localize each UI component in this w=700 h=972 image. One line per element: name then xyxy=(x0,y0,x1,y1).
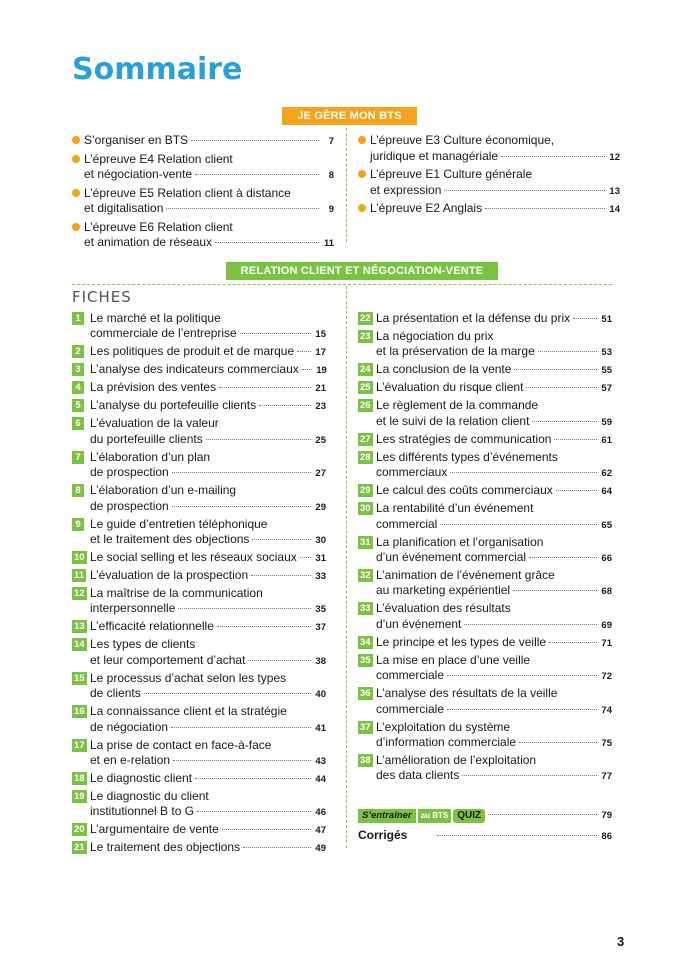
entry-text-line: commerciale de l’entreprise xyxy=(90,326,237,341)
fiche-entry[interactable] xyxy=(358,720,612,752)
entry-text-line: L’épreuve E4 Relation client xyxy=(84,151,233,166)
dot-leader xyxy=(462,775,597,776)
fiche-number: 22 xyxy=(360,313,371,324)
bullet-icon xyxy=(358,170,366,178)
entry-text-line: des data clients xyxy=(376,768,460,783)
entry-text-line: La planification et l’organisation xyxy=(376,534,544,549)
bullet-icon xyxy=(72,223,80,231)
fiche-number: 26 xyxy=(360,400,371,412)
fiche-entry[interactable] xyxy=(358,311,612,327)
dot-leader xyxy=(447,675,597,676)
page-ref: 61 xyxy=(601,434,612,446)
entry-text-line: d’information commerciale xyxy=(376,735,517,750)
dot-leader xyxy=(538,351,597,352)
fiche-number: 11 xyxy=(74,570,85,582)
bullet-icon xyxy=(72,155,80,163)
fiche-number: 5 xyxy=(72,399,84,412)
bts-entry[interactable] xyxy=(358,201,620,218)
dot-leader xyxy=(464,624,597,625)
fiche-number: 30 xyxy=(360,503,371,515)
fiche-entry[interactable] xyxy=(72,840,326,856)
fiche-number: 27 xyxy=(360,433,371,445)
fiche-number: 13 xyxy=(74,621,85,633)
entry-text-line: Le social selling et les réseaux sociaux xyxy=(90,550,297,565)
dot-leader xyxy=(252,539,311,540)
entry-text-line: La maîtrise de la communication xyxy=(90,586,263,601)
page-ref: 46 xyxy=(315,807,326,819)
entry-text-line: juridique et managériale xyxy=(370,148,499,163)
fiche-number: 9 xyxy=(72,518,84,531)
fiche-entry[interactable] xyxy=(72,550,326,566)
entry-text-line: La conclusion de la vente xyxy=(376,362,512,377)
entry-text-line: d’un événement commercial xyxy=(376,550,527,565)
dot-leader xyxy=(166,208,319,209)
page-ref: 29 xyxy=(315,501,326,513)
fiche-entry[interactable] xyxy=(72,586,326,618)
fiche-entry[interactable] xyxy=(358,398,612,430)
bullet-icon xyxy=(358,136,366,144)
page-ref: 35 xyxy=(315,604,326,616)
fiche-entry[interactable] xyxy=(72,771,326,787)
dot-leader xyxy=(526,387,597,388)
page-ref: 47 xyxy=(315,825,326,837)
fiche-number: 37 xyxy=(360,721,371,733)
fiche-number: 32 xyxy=(360,570,371,582)
entry-text-line: La présentation et la défense du prix xyxy=(376,311,571,325)
entry-text-line: L’amélioration de l’exploitation xyxy=(376,753,537,768)
dot-leader xyxy=(172,506,311,507)
fiche-entry[interactable] xyxy=(72,416,326,448)
bts-badge: au BTS xyxy=(418,809,452,823)
fiche-number: 4 xyxy=(72,381,84,394)
entry-text-line: L’épreuve E3 Culture économique, xyxy=(370,133,555,147)
fiche-number: 18 xyxy=(74,773,85,785)
entry-text-line: S’organiser en BTS xyxy=(84,133,189,147)
fiche-entry[interactable] xyxy=(72,483,326,515)
dot-leader xyxy=(554,439,597,440)
quiz-badge: QUIZ xyxy=(453,809,485,823)
fiches-left-column xyxy=(72,311,326,858)
entry-text-line: Les différents types d’événements xyxy=(376,449,558,464)
page-ref: 41 xyxy=(315,722,326,734)
fiche-entry[interactable] xyxy=(72,822,326,838)
dot-leader xyxy=(248,660,311,661)
dot-leader xyxy=(485,208,605,209)
fiche-entry[interactable] xyxy=(358,601,612,633)
page-ref: 43 xyxy=(315,756,326,768)
entry-text-line: Le principe et les types de veille xyxy=(376,634,547,649)
page-ref: 72 xyxy=(601,671,612,683)
fiche-entry[interactable] xyxy=(72,637,326,669)
page-ref: 19 xyxy=(316,365,327,377)
entry-text-line: Le règlement de la commande xyxy=(376,398,539,413)
page-ref: 57 xyxy=(601,383,612,395)
dot-leader xyxy=(240,333,311,334)
page-ref: 9 xyxy=(328,204,334,215)
fiche-number: 29 xyxy=(360,485,371,497)
entry-text-line: Le diagnostic client xyxy=(90,771,193,786)
entry-text-line: d’un événement xyxy=(376,616,462,631)
entry-text-line: L’analyse des indicateurs commerciaux xyxy=(90,362,299,377)
entry-text-line: de prospection xyxy=(90,465,169,480)
dot-leader xyxy=(222,829,311,830)
dot-leader xyxy=(297,351,311,352)
page-ref: 59 xyxy=(601,416,612,428)
training-badges xyxy=(358,809,485,823)
fiche-entry[interactable] xyxy=(72,380,326,396)
dot-leader xyxy=(488,814,597,815)
train-badge: S’entraîner xyxy=(358,809,416,823)
bts-entry[interactable] xyxy=(72,133,334,150)
dot-leader xyxy=(197,811,311,812)
page-ref: 71 xyxy=(601,637,612,649)
page-ref: 86 xyxy=(601,831,612,842)
entry-text-line: L’exploitation du système xyxy=(376,719,511,734)
entry-text-line: du portefeuille clients xyxy=(90,431,203,446)
fiche-number: 14 xyxy=(74,639,85,651)
entry-text-line: L’évaluation de la valeur xyxy=(90,416,219,431)
fiche-number: 31 xyxy=(360,536,371,548)
page-ref: 25 xyxy=(315,434,326,446)
page-ref: 75 xyxy=(601,738,612,750)
fiche-number: 3 xyxy=(72,363,84,376)
bts-entry[interactable] xyxy=(72,220,334,252)
page-ref: 51 xyxy=(601,314,612,325)
entry-text-line: interpersonnelle xyxy=(90,601,176,616)
dot-leader xyxy=(195,778,311,779)
fiche-entry[interactable] xyxy=(358,483,612,499)
entry-text-line: commercial xyxy=(376,516,438,531)
fiche-number: 7 xyxy=(72,451,84,464)
fiche-entry[interactable] xyxy=(72,568,326,584)
fiche-number: 10 xyxy=(74,552,85,564)
page-ref: 17 xyxy=(315,347,326,359)
page-ref: 12 xyxy=(609,151,620,163)
page-ref: 53 xyxy=(601,347,612,359)
fiches-right-column xyxy=(358,311,612,786)
fiche-number: 12 xyxy=(74,588,85,600)
entry-text-line: commerciale xyxy=(376,668,445,683)
page-ref: 65 xyxy=(601,519,612,531)
fiche-number: 16 xyxy=(74,706,85,718)
entry-text-line: commerciale xyxy=(376,701,445,716)
fiche-entry[interactable] xyxy=(72,517,326,549)
entry-text-line: Le diagnostic du client xyxy=(90,789,209,804)
entry-text-line: et le suivi de la relation client xyxy=(376,413,530,428)
fiche-number: 19 xyxy=(74,791,85,803)
page-ref: 13 xyxy=(609,185,620,197)
page-ref: 74 xyxy=(601,704,612,716)
page-title: Sommaire xyxy=(72,52,243,87)
fiches-label: FICHES xyxy=(72,288,132,306)
entry-text-line: La rentabilité d’un événement xyxy=(376,501,534,516)
entry-text-line: Les types de clients xyxy=(90,637,196,652)
bullet-icon xyxy=(72,189,80,197)
entry-text-line: Le marché et la politique xyxy=(90,311,221,325)
fiche-entry[interactable] xyxy=(358,686,612,718)
dot-leader xyxy=(219,387,311,388)
entry-text-line: commerciaux xyxy=(376,465,448,480)
page-ref: 69 xyxy=(601,619,612,631)
dot-leader xyxy=(171,727,311,728)
fiche-entry[interactable] xyxy=(72,450,326,482)
entry-text-line: L’efficacité relationnelle xyxy=(90,619,214,634)
page-ref: 55 xyxy=(601,365,612,377)
fiche-entry[interactable] xyxy=(72,344,326,360)
dot-leader xyxy=(144,693,311,694)
dot-leader xyxy=(444,190,605,191)
entry-text-line: L’épreuve E1 Culture générale xyxy=(370,167,533,181)
bts-left-column xyxy=(72,133,334,254)
bts-section-banner: JE GÈRE MON BTS xyxy=(282,107,417,125)
fiche-number: 24 xyxy=(360,364,371,376)
fiche-entry[interactable] xyxy=(358,450,612,482)
fiche-entry[interactable] xyxy=(358,535,612,567)
entry-text-line: La prévision des ventes xyxy=(90,380,217,395)
entry-text-line: L’élaboration d’un e-mailing xyxy=(90,483,237,498)
fiche-number: 21 xyxy=(74,842,85,854)
entry-text-line: L’argumentaire de vente xyxy=(90,822,219,837)
fiche-number: 1 xyxy=(72,312,84,325)
fiche-number: 6 xyxy=(72,417,84,430)
page-ref: 11 xyxy=(323,238,334,249)
corriges-entry[interactable] xyxy=(358,828,612,844)
bullet-icon xyxy=(72,136,80,144)
dot-leader xyxy=(549,642,597,643)
entry-text-line: institutionnel B to G xyxy=(90,804,195,819)
fiche-entry[interactable] xyxy=(72,789,326,821)
bts-right-column xyxy=(358,133,620,220)
entry-text-line: L’analyse des résultats de la veille xyxy=(376,686,558,701)
entry-text-line: L’épreuve E6 Relation client xyxy=(84,219,233,234)
entry-text-line: Le calcul des coûts commerciaux xyxy=(376,483,553,498)
fiche-entry[interactable] xyxy=(358,568,612,600)
dot-leader xyxy=(217,626,311,627)
dot-leader xyxy=(519,742,597,743)
page-ref: 14 xyxy=(609,204,620,215)
page-ref: 68 xyxy=(601,586,612,598)
dot-leader xyxy=(532,421,597,422)
page-ref: 66 xyxy=(601,553,612,565)
entry-text-line: et expression xyxy=(370,182,442,197)
bts-entry[interactable] xyxy=(72,152,334,184)
entry-text-line: Les politiques de produit et de marque xyxy=(90,344,295,359)
fiche-entry[interactable] xyxy=(358,501,612,533)
entry-text-line: L’élaboration d’un plan xyxy=(90,449,211,464)
page-ref: 37 xyxy=(315,622,326,634)
fiche-number: 34 xyxy=(360,636,371,648)
page-ref: 7 xyxy=(328,136,334,147)
dot-leader xyxy=(514,369,597,370)
relation-section-banner: RELATION CLIENT ET NÉGOCIATION-VENTE xyxy=(226,262,498,280)
fiche-entry[interactable] xyxy=(72,362,326,378)
dot-leader xyxy=(178,608,311,609)
page-ref: 23 xyxy=(315,401,326,413)
entry-text-line: de prospection xyxy=(90,498,169,513)
entry-text-line: La négociation du prix xyxy=(376,329,494,343)
fiche-entry[interactable] xyxy=(72,311,326,343)
dot-leader xyxy=(191,140,319,141)
entry-text-line: Le guide d’entretien téléphonique xyxy=(90,516,268,531)
fiches-divider xyxy=(346,286,347,848)
fiche-number: 2 xyxy=(72,345,84,358)
fiche-entry[interactable] xyxy=(358,753,612,785)
dot-leader xyxy=(172,472,311,473)
dot-leader xyxy=(206,439,311,440)
fiche-number: 23 xyxy=(360,331,371,342)
entry-text-line: et digitalisation xyxy=(84,201,164,215)
dot-leader xyxy=(450,472,597,473)
entry-text-line: La mise en place d’une veille xyxy=(376,652,531,667)
page-ref: 31 xyxy=(315,553,326,565)
fiche-entry[interactable] xyxy=(72,704,326,736)
entry-text-line: L’évaluation du risque client xyxy=(376,380,524,395)
entry-text-line: et animation de réseaux xyxy=(84,235,213,249)
dot-leader xyxy=(173,760,311,761)
fiche-number: 17 xyxy=(74,739,85,751)
fiche-entry[interactable] xyxy=(358,653,612,685)
bts-entry[interactable] xyxy=(72,186,334,218)
fiche-number: 15 xyxy=(74,672,85,684)
page-ref: 27 xyxy=(315,468,326,480)
entry-text-line: et négociation-vente xyxy=(84,167,193,181)
entry-text-line: et en e-relation xyxy=(90,753,171,768)
page-ref: 15 xyxy=(315,329,326,341)
dot-leader xyxy=(447,709,597,710)
fiche-entry[interactable] xyxy=(72,671,326,703)
fiche-entry[interactable] xyxy=(358,362,612,378)
page-ref: 21 xyxy=(315,383,326,395)
page-ref: 62 xyxy=(601,468,612,480)
dot-leader xyxy=(437,835,597,836)
page-ref: 77 xyxy=(601,771,612,783)
fiche-number: 20 xyxy=(74,824,85,836)
dot-leader xyxy=(513,590,597,591)
page-ref: 79 xyxy=(601,810,612,821)
dot-leader xyxy=(501,156,605,157)
dot-leader xyxy=(215,242,319,243)
entry-text-line: Le processus d’achat selon les types xyxy=(90,670,287,685)
fiche-number: 8 xyxy=(72,484,84,497)
entry-text-line: L’évaluation des résultats xyxy=(376,601,511,616)
dot-leader xyxy=(529,557,597,558)
fiche-number: 33 xyxy=(360,603,371,615)
page-ref: 64 xyxy=(601,486,612,498)
bullet-icon xyxy=(358,204,366,212)
page-number: 3 xyxy=(617,934,625,949)
dot-leader xyxy=(300,557,311,558)
fiche-number: 25 xyxy=(360,382,371,394)
section-rule xyxy=(72,284,612,285)
dot-leader xyxy=(195,174,319,175)
entry-text-line: L’analyse du portefeuille clients xyxy=(90,398,257,413)
bts-divider xyxy=(346,128,347,242)
page-ref: 40 xyxy=(315,689,326,701)
page-ref: 38 xyxy=(315,655,326,667)
training-entry[interactable] xyxy=(358,808,612,823)
entry-text-line: La prise de contact en face-à-face xyxy=(90,737,272,752)
entry-text-line: au marketing expérientiel xyxy=(376,583,511,598)
dot-leader xyxy=(573,318,597,319)
entry-text-line: de clients xyxy=(90,686,141,701)
dot-leader xyxy=(440,524,597,525)
page-ref: 44 xyxy=(315,774,326,786)
entry-text-line: et la préservation de la marge xyxy=(376,344,535,359)
dot-leader xyxy=(302,369,312,370)
fiche-entry[interactable] xyxy=(358,329,612,361)
entry-text-line: L’épreuve E2 Anglais xyxy=(370,201,483,215)
corriges-label: Corrigés xyxy=(358,828,408,842)
bts-entry[interactable] xyxy=(358,133,620,165)
dot-leader xyxy=(556,490,597,491)
fiche-entry[interactable] xyxy=(72,398,326,414)
entry-text-line: L’épreuve E5 Relation client à distance xyxy=(84,185,291,200)
dot-leader xyxy=(243,847,311,848)
page-ref: 49 xyxy=(315,843,326,855)
entry-text-line: Le traitement des objections xyxy=(90,840,241,855)
dot-leader xyxy=(259,405,311,406)
fiche-number: 38 xyxy=(360,755,371,767)
fiche-entry[interactable] xyxy=(72,619,326,635)
fiche-entry[interactable] xyxy=(358,635,612,651)
fiche-entry[interactable] xyxy=(72,738,326,770)
fiche-number: 28 xyxy=(360,451,371,463)
fiche-entry[interactable] xyxy=(358,432,612,448)
bts-entry[interactable] xyxy=(358,167,620,199)
page-ref: 8 xyxy=(328,170,334,181)
fiche-entry[interactable] xyxy=(358,380,612,396)
entry-text-line: L’évaluation de la prospection xyxy=(90,568,249,583)
dot-leader xyxy=(251,575,311,576)
entry-text-line: Les stratégies de communication xyxy=(376,431,552,446)
entry-text-line: de négociation xyxy=(90,719,169,734)
fiche-number: 36 xyxy=(360,688,371,700)
entry-text-line: L’animation de l’événement grâce xyxy=(376,568,555,583)
entry-text-line: et leur comportement d’achat xyxy=(90,652,246,667)
page-ref: 30 xyxy=(315,535,326,547)
fiche-number: 35 xyxy=(360,654,371,666)
entry-text-line: et le traitement des objections xyxy=(90,532,250,547)
entry-text-line: La connaissance client et la stratégie xyxy=(90,704,287,719)
page-ref: 33 xyxy=(315,571,326,583)
